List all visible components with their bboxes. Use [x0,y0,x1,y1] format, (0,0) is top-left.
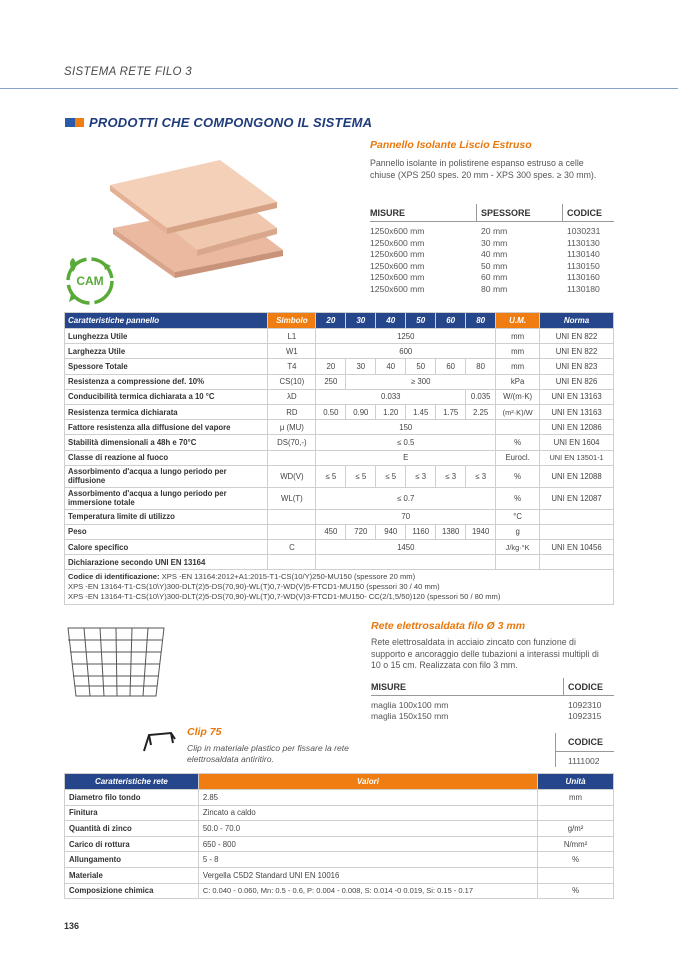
header-valori: Valori [198,774,537,790]
mesh-table-header [65,774,614,790]
table-cell: Zincato a caldo [198,805,537,821]
mesh-col-misure: MISURE [371,682,407,692]
table-cell: UNI EN 12088 [540,465,614,487]
clip-code: 1111002 [568,756,600,766]
table-cell: Assorbimento d'acqua a lungo periodo per diffusione [65,465,268,487]
table-cell: Vergella C5D2 Standard UNI EN 10016 [198,867,537,883]
table-cell: Resistenza termica dichiarata [65,404,268,419]
clip-col-codice: CODICE [568,737,604,747]
mesh-product-title: Rete elettrosaldata filo Ø 3 mm [371,620,526,632]
table-cell: Resistenza a compressione def. 10% [65,374,268,389]
table-row [65,359,614,374]
table-cell: % [538,852,614,868]
table-cell: UNI EN 826 [540,374,614,389]
table-row [65,344,614,359]
table-cell: 40 [376,359,406,374]
table-cell: 1.45 [406,404,436,419]
table-cell: C [268,540,316,555]
table-cell: 0.50 [316,404,346,419]
table-cell: 2.25 [466,404,496,419]
panel-characteristics-table [64,312,614,605]
table-row [65,883,614,899]
table-cell: UNI EN 13163 [540,404,614,419]
table-cell: UNI EN 12087 [540,487,614,509]
table-row [65,852,614,868]
table-cell: 1160 [406,524,436,539]
table-cell: 1450 [316,540,496,555]
table-cell: UNI EN 1604 [540,435,614,450]
table-cell: % [496,435,540,450]
table-cell: 70 [316,509,496,524]
table-cell [316,555,496,570]
table-cell: Composizione chimica [65,883,199,899]
table-cell: 80 [466,313,496,329]
table-cell: Temperatura limite di utilizzo [65,509,268,524]
table-cell: 0.90 [346,404,376,419]
mesh-col-codice: CODICE [568,682,604,692]
insulation-panel-image [105,150,290,285]
table-row [65,836,614,852]
table-cell: Conducibilità termica dichiarata a 10 °C [65,389,268,404]
table-cell: Diametro filo tondo [65,790,199,806]
table-cell: 720 [346,524,376,539]
table-row [65,404,614,419]
table-cell: λD [268,389,316,404]
table-cell: 5 - 8 [198,852,537,868]
table-cell: DS(70,-) [268,435,316,450]
table-cell: N/mm² [538,836,614,852]
table-cell: ≤ 0.5 [316,435,496,450]
table-row [65,790,614,806]
table-cell: 20 [316,359,346,374]
table-cell [540,524,614,539]
table-cell: W/(m·K) [496,389,540,404]
table-row [65,487,614,509]
cam-badge-icon [63,254,117,308]
table-row [65,867,614,883]
table-cell: L1 [268,329,316,344]
header-um: U.M. [496,313,540,329]
table-cell: 940 [376,524,406,539]
table-cell: 0.035 [466,389,496,404]
mesh-codes-list: 1092310 1092315 [568,700,602,721]
table-cell: mm [496,359,540,374]
panel-col-underline [370,221,614,222]
table-cell: mm [496,329,540,344]
table-cell: ≤ 5 [316,465,346,487]
panel-col-misure: MISURE [370,208,406,218]
table-cell [540,555,614,570]
table-cell: % [496,487,540,509]
mesh-product-description: Rete elettrosaldata in acciaio zincato con funzione di supporto e ancoraggio delle tubazioni a interassi multipli di 10 o 15 cm. Realizzata con filo 3 mm. [371,637,599,670]
table-row [65,821,614,837]
table-cell: 40 [376,313,406,329]
table-row [65,540,614,555]
table-cell: 80 [466,359,496,374]
table-cell [268,509,316,524]
table-cell: UNI EN 822 [540,344,614,359]
identification-row [65,570,614,605]
table-cell: Larghezza Utile [65,344,268,359]
panel-col-codice: CODICE [567,208,603,218]
table-row [65,329,614,344]
table-row [65,805,614,821]
table-cell: UNI EN 12086 [540,420,614,435]
mesh-sizes-list: maglia 100x100 mm maglia 150x150 mm [371,700,449,721]
panel-product-title: Pannello Isolante Liscio Estruso [370,139,532,151]
table-cell: 30 [346,359,376,374]
header-caratteristiche: Caratteristiche pannello [65,313,268,329]
table-cell: g/m² [538,821,614,837]
table-cell: 1.20 [376,404,406,419]
table-row [65,465,614,487]
table-cell: (m²·K)/W [496,404,540,419]
panel-col-spessore: SPESSORE [481,208,531,218]
table-cell: 600 [316,344,496,359]
title-marker-blue [65,118,75,127]
table-cell [538,805,614,821]
table-cell: °C [496,509,540,524]
header-caratteristiche-rete: Caratteristiche rete [65,774,199,790]
table-cell: mm [496,344,540,359]
table-row [65,509,614,524]
table-cell: 60 [436,359,466,374]
header-unita: Unità [538,774,614,790]
table-row [65,524,614,539]
table-cell: Peso [65,524,268,539]
table-cell [540,509,614,524]
table-cell: Fattore resistenza alla diffusione del vapore [65,420,268,435]
table-cell [538,867,614,883]
header-divider [0,88,678,89]
table-cell: ≥ 300 [346,374,496,389]
table-cell [496,420,540,435]
table-cell: 250 [316,374,346,389]
table-cell: RD [268,404,316,419]
table-cell: Assorbimento d'acqua a lungo periodo per immersione totale [65,487,268,509]
table-row [65,389,614,404]
table-cell: C: 0.040 - 0.060, Mn: 0.5 - 0.6, P: 0.004 - 0.008, S: 0.014 -0 0.019, Si: 0.15 - 0.17 [198,883,537,899]
table-row [65,555,614,570]
table-cell: kPa [496,374,540,389]
clip-product-description: Clip in materiale plastico per fissare la rete elettrosaldata antiritiro. [187,743,349,764]
table-cell: Classe di reazione al fuoco [65,450,268,465]
table-cell [268,555,316,570]
table-cell: 1380 [436,524,466,539]
title-marker-orange [75,118,84,127]
table-cell: Lunghezza Utile [65,329,268,344]
table-cell: 150 [316,420,496,435]
table-row [65,435,614,450]
ident-line-1: XPS -EN 13164:2012+A1:2015-T1-CS(10/Y)250-MU150 (spessore 20 mm) [161,572,416,582]
table-cell: ≤ 3 [406,465,436,487]
panel-thickness-list: 20 mm 30 mm 40 mm 50 mm 60 mm 80 mm [481,226,508,294]
table-cell: ≤ 5 [346,465,376,487]
table-cell [65,570,614,605]
table-row [65,450,614,465]
page-number: 136 [64,921,80,931]
table-cell: 60 [436,313,466,329]
clip-image [141,731,177,757]
table-cell: Materiale [65,867,199,883]
table-cell: 50.0 - 70.0 [198,821,537,837]
table-cell: 1940 [466,524,496,539]
table-cell: mm [538,790,614,806]
table-cell: Allungamento [65,852,199,868]
table-cell: 1.75 [436,404,466,419]
table-cell: % [496,465,540,487]
table-cell: UNI EN 10456 [540,540,614,555]
table-cell: ≤ 3 [436,465,466,487]
table-cell: 2.85 [198,790,537,806]
page-title: PRODOTTI CHE COMPONGONO IL SISTEMA [89,115,373,130]
table-row [65,374,614,389]
table-cell: UNI EN 823 [540,359,614,374]
cam-badge-label: CAM [76,274,104,288]
table-cell: 0.033 [316,389,466,404]
clip-product-title: Clip 75 [187,726,222,738]
table-cell: W1 [268,344,316,359]
table-cell: Dichiarazione secondo UNI EN 13164 [65,555,268,570]
table-cell: 20 [316,313,346,329]
ident-label: Codice di identificazione: [68,572,160,582]
table-cell: CS(10) [268,374,316,389]
table-cell: 50 [406,359,436,374]
table-cell: UNI EN 13501-1 [540,450,614,465]
table-cell: ≤ 0.7 [316,487,496,509]
panel-sizes-list: 1250x600 mm 1250x600 mm 1250x600 mm 1250x600 mm 1250x600 mm 1250x600 mm [370,226,425,294]
table-cell: 30 [346,313,376,329]
table-cell: μ (MU) [268,420,316,435]
header-norma: Norma [540,313,614,329]
table-cell: ≤ 3 [466,465,496,487]
table-cell: UNI EN 13163 [540,389,614,404]
ident-line-3: XPS -EN 13164-T1-CS(10\Y)300-DLT(2)5-DS(70,90)-WL(T)0,7-WD(V)3-FTCD1-MU150- CC(2/1,5/50)120 (spessori 50 / 80 mm) [68,592,501,602]
table-cell: 450 [316,524,346,539]
table-cell: Stabilità dimensionali a 48h e 70°C [65,435,268,450]
table-cell: J/kg·°K [496,540,540,555]
table-cell: g [496,524,540,539]
table-cell: T4 [268,359,316,374]
table-cell: 50 [406,313,436,329]
table-cell: UNI EN 822 [540,329,614,344]
table-cell: Carico di rottura [65,836,199,852]
panel-product-description: Pannello isolante in polistirene espanso estruso a celle chiuse (XPS 250 spes. 20 mm - XPS 300 spes. ≥ 30 mm). [370,158,597,180]
table-cell: WD(V) [268,465,316,487]
panel-codes-list: 1030231 1130130 1130140 1130150 1130160 1130180 [567,226,601,294]
table-cell: Quantità di zinco [65,821,199,837]
table-row [65,420,614,435]
wire-mesh-image [66,622,166,702]
table-cell: WL(T) [268,487,316,509]
section-header: SISTEMA RETE FILO 3 [64,66,192,78]
panel-table-header [65,313,614,329]
table-cell [496,555,540,570]
table-cell: Spessore Totale [65,359,268,374]
table-cell [268,524,316,539]
table-cell: E [316,450,496,465]
table-cell: 650 - 800 [198,836,537,852]
table-cell [268,450,316,465]
table-cell: Calore specifico [65,540,268,555]
table-cell: ≤ 5 [376,465,406,487]
table-cell: % [538,883,614,899]
table-cell: Eurocl. [496,450,540,465]
ident-line-2: XPS -EN 13164-T1-CS(10\Y)300-DLT(2)5-DS(70,90)-WL(T)0,7-WD(V)5-FTCD1-MU150 (spessori 30 / 40 mm) [68,582,440,592]
table-cell: Finitura [65,805,199,821]
header-simbolo: Simbolo [268,313,316,329]
table-cell: 1250 [316,329,496,344]
mesh-characteristics-table [64,773,614,899]
